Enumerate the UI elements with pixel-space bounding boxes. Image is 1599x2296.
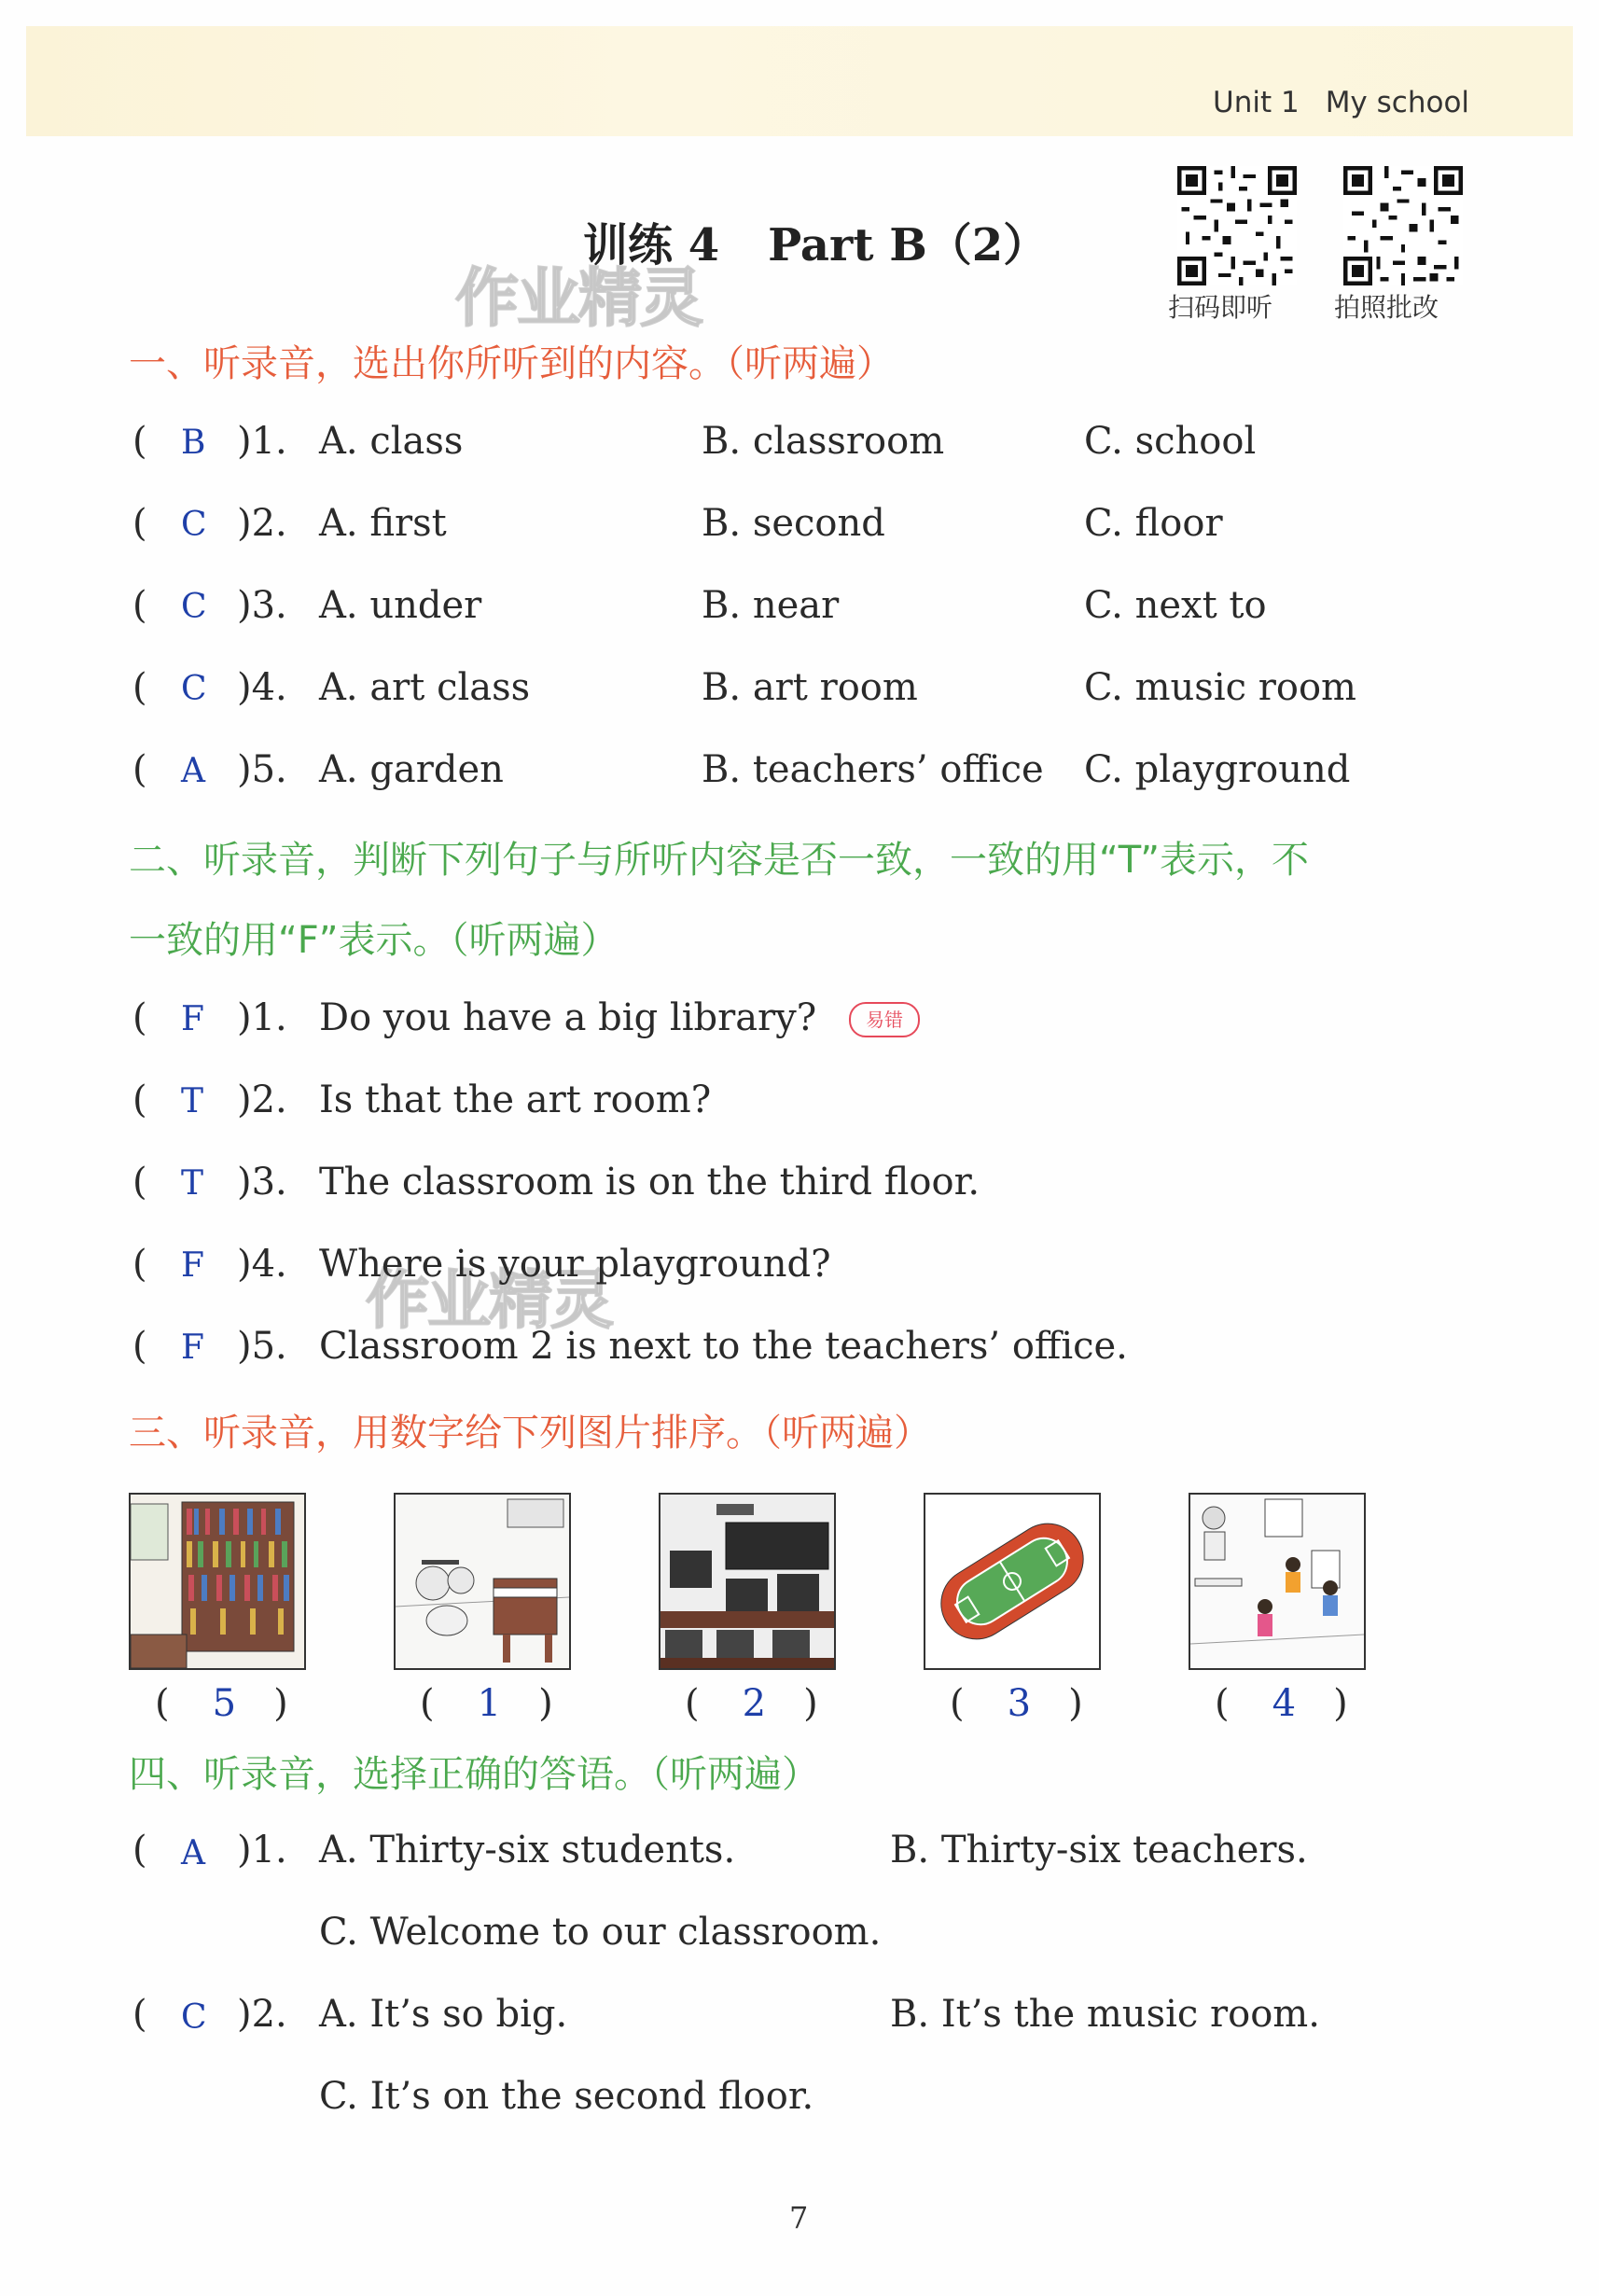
option-b: B. art room [702,666,918,709]
answer: C [181,1998,207,2037]
unit-header [1213,86,1469,119]
section-2-heading-line2: 一致的用“F”表示。（听两遍） [129,919,619,962]
answer: A [181,752,205,790]
statement: Do you have a big library? [319,996,817,1039]
picture-3-answer: ( 2 ) [685,1682,818,1725]
picture-4-answer: ( 3 ) [950,1682,1083,1725]
qr-code-listen[interactable] [1177,166,1297,285]
answer: C [181,506,207,544]
qr-label-photo: 拍照批改 [1334,292,1439,323]
section-1-heading: 一、听录音，选出你所听到的内容。（听两遍） [129,342,894,385]
title-part: Part B（2） [768,219,1049,271]
watermark-middle: 作业精灵 [366,1264,613,1338]
picture-1-answer: ( 5 ) [155,1682,288,1725]
option-a: A. It’s so big. [319,1993,568,2036]
option-b: B. second [702,502,885,545]
statement: Where is your playground? [319,1243,831,1286]
picture-5-answer: ( 4 ) [1215,1682,1348,1725]
error-prone-badge: 易错 [849,1002,920,1037]
option-b: B. teachers’ office [702,748,1044,791]
picture-playground [924,1493,1101,1670]
section-3-heading: 三、听录音，用数字给下列图片排序。（听两遍） [129,1412,931,1454]
option-b: B. classroom [702,420,945,463]
title-drill: 训练 4 [583,219,720,271]
answer: C [181,588,207,626]
option-b: B. near [702,584,840,627]
option-a: A. art class [319,666,531,709]
picture-art-room [1189,1493,1366,1670]
qr-code-photo[interactable] [1343,166,1463,285]
unit-label: Unit 1 [1213,86,1300,119]
picture-2-answer: ( 1 ) [420,1682,553,1725]
option-c: C. floor [1084,502,1223,545]
option-c: C. playground [1084,748,1351,791]
s4-item-1-option-c: C. Welcome to our classroom. [319,1911,882,1954]
option-a: A. Thirty-six students. [319,1829,736,1872]
picture-music-room [394,1493,571,1670]
watermark-top: 作业精灵 [455,262,702,336]
option-a: A. garden [319,748,504,791]
answer: F [181,1000,204,1038]
answer: C [181,670,207,708]
answer: T [181,1082,204,1120]
answer: B [181,424,206,462]
statement: Is that the art room? [319,1078,712,1121]
page-number: 7 [789,2200,809,2235]
qr-label-listen: 扫码即听 [1168,292,1273,323]
s4-item-2-option-c: C. It’s on the second floor. [319,2075,814,2118]
section-4-heading: 四、听录音，选择正确的答语。（听两遍） [129,1753,819,1796]
section-2-heading-line1: 二、听录音，判断下列句子与所听内容是否一致，一致的用“T”表示，不 [129,839,1309,882]
statement: Classroom 2 is next to the teachers’ office. [319,1325,1128,1368]
answer: F [181,1246,204,1285]
option-a: A. class [319,420,464,463]
picture-library [129,1493,306,1670]
option-c: C. next to [1084,584,1267,627]
option-b: B. It’s the music room. [890,1993,1320,2036]
option-a: A. under [319,584,482,627]
unit-topic: My school [1325,86,1470,119]
option-b: B. Thirty-six teachers. [890,1829,1308,1872]
answer: F [181,1329,204,1367]
option-c: C. music room [1084,666,1356,709]
option-c: C. school [1084,420,1257,463]
statement: The classroom is on the third floor. [319,1161,980,1204]
answer: T [181,1164,204,1203]
header-band [26,26,1573,136]
answer: A [181,1834,205,1872]
picture-computer-room [659,1493,836,1670]
option-a: A. first [319,502,447,545]
